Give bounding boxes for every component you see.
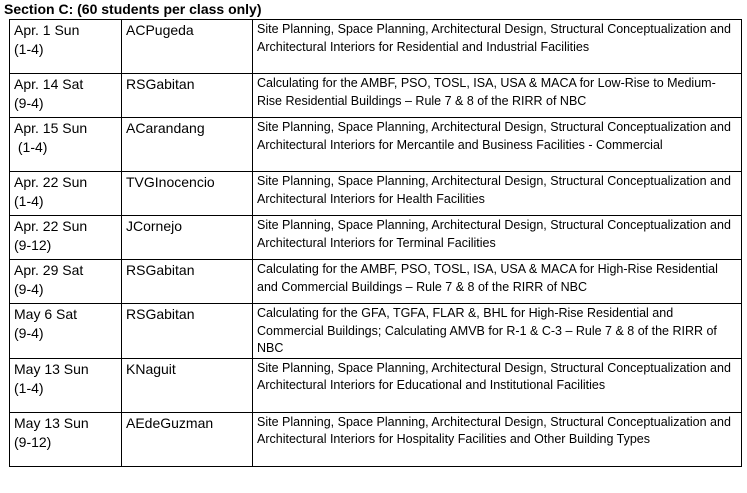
table-row <box>10 412 742 466</box>
topic-cell: Site Planning, Space Planning, Architectural Design, Structural Conceptualization and Architectural Interiors for Health Facilities <box>253 172 742 216</box>
topic-cell: Calculating for the AMBF, PSO, TOSL, ISA, USA & MACA for High-Rise Residential and Commercial Buildings – Rule 7 & 8 of the RIRR of NBC <box>253 260 742 304</box>
instructor-cell: ACPugeda <box>122 20 253 74</box>
date-text: Apr. 1 Sun <box>14 22 80 38</box>
instructor-cell: RSGabitan <box>122 74 253 118</box>
instructor-cell: RSGabitan <box>122 304 253 359</box>
date-cell <box>10 20 122 74</box>
instructor-cell: JCornejo <box>122 216 253 260</box>
date-cell <box>10 412 122 466</box>
table-row <box>10 20 742 74</box>
time-text: (9-12) <box>14 237 52 253</box>
date-text: May 13 Sun <box>14 360 89 377</box>
topic-cell: Site Planning, Space Planning, Architectural Design, Structural Conceptualization and Architectural Interiors for Educational and Institutional Facilities <box>253 358 742 412</box>
date-text: Apr. 15 Sun <box>14 120 88 136</box>
table-row <box>10 304 742 359</box>
time-text: (1-4) <box>14 41 44 57</box>
date-cell <box>10 74 122 118</box>
table-row <box>10 216 742 260</box>
date-text: Apr. 22 Sun <box>14 174 88 190</box>
date-text: Apr. 29 Sat <box>14 262 84 278</box>
date-text: Apr. 14 Sat <box>14 76 84 92</box>
topic-cell: Site Planning, Space Planning, Architectural Design, Structural Conceptualization and Architectural Interiors for Hospitality Facilities and Other Building Types <box>253 412 742 466</box>
instructor-cell: RSGabitan <box>122 260 253 304</box>
date-text: May 6 Sat <box>14 306 78 322</box>
instructor-cell: AEdeGuzman <box>122 412 253 466</box>
time-text: (1-4) <box>14 379 44 396</box>
time-text: (9-4) <box>14 325 44 341</box>
instructor-cell: TVGInocencio <box>122 172 253 216</box>
instructor-cell: KNaguit <box>122 358 253 412</box>
instructor-cell: ACarandang <box>122 118 253 172</box>
time-text: (1-4) <box>14 193 44 209</box>
table-row <box>10 74 742 118</box>
topic-cell: Site Planning, Space Planning, Architectural Design, Structural Conceptualization and Architectural Interiors for Mercantile and Business Facilities - Commercial <box>253 118 742 172</box>
topic-cell: Calculating for the GFA, TGFA, FLAR &, BHL for High-Rise Residential and Commercial Buildings; Calculating AMVB for R-1 & C-3 – Rule 7 & 8 of the RIRR of NBC <box>253 304 742 359</box>
table-row <box>10 118 742 172</box>
date-cell <box>10 118 122 172</box>
schedule-table <box>9 19 742 467</box>
topic-cell: Calculating for the AMBF, PSO, TOSL, ISA, USA & MACA for Low-Rise to Medium-Rise Residential Buildings – Rule 7 & 8 of the RIRR of NBC <box>253 74 742 118</box>
time-text: (9-12) <box>14 433 52 450</box>
table-row <box>10 260 742 304</box>
table-row <box>10 172 742 216</box>
topic-cell: Site Planning, Space Planning, Architectural Design, Structural Conceptualization and Architectural Interiors for Terminal Facilities <box>253 216 742 260</box>
time-text: (9-4) <box>14 95 44 111</box>
topic-cell: Site Planning, Space Planning, Architectural Design, Structural Conceptualization and Architectural Interiors for Residential and Industrial Facilities <box>253 20 742 74</box>
date-cell <box>10 216 122 260</box>
date-cell <box>10 358 122 412</box>
time-text: (1-4) <box>14 139 48 155</box>
date-cell <box>10 172 122 216</box>
section-title: Section C: (60 students per class only) <box>4 1 262 17</box>
date-cell <box>10 260 122 304</box>
date-text: May 13 Sun <box>14 414 89 431</box>
time-text: (9-4) <box>14 281 44 297</box>
table-row <box>10 358 742 412</box>
date-cell <box>10 304 122 359</box>
date-text: Apr. 22 Sun <box>14 218 88 234</box>
